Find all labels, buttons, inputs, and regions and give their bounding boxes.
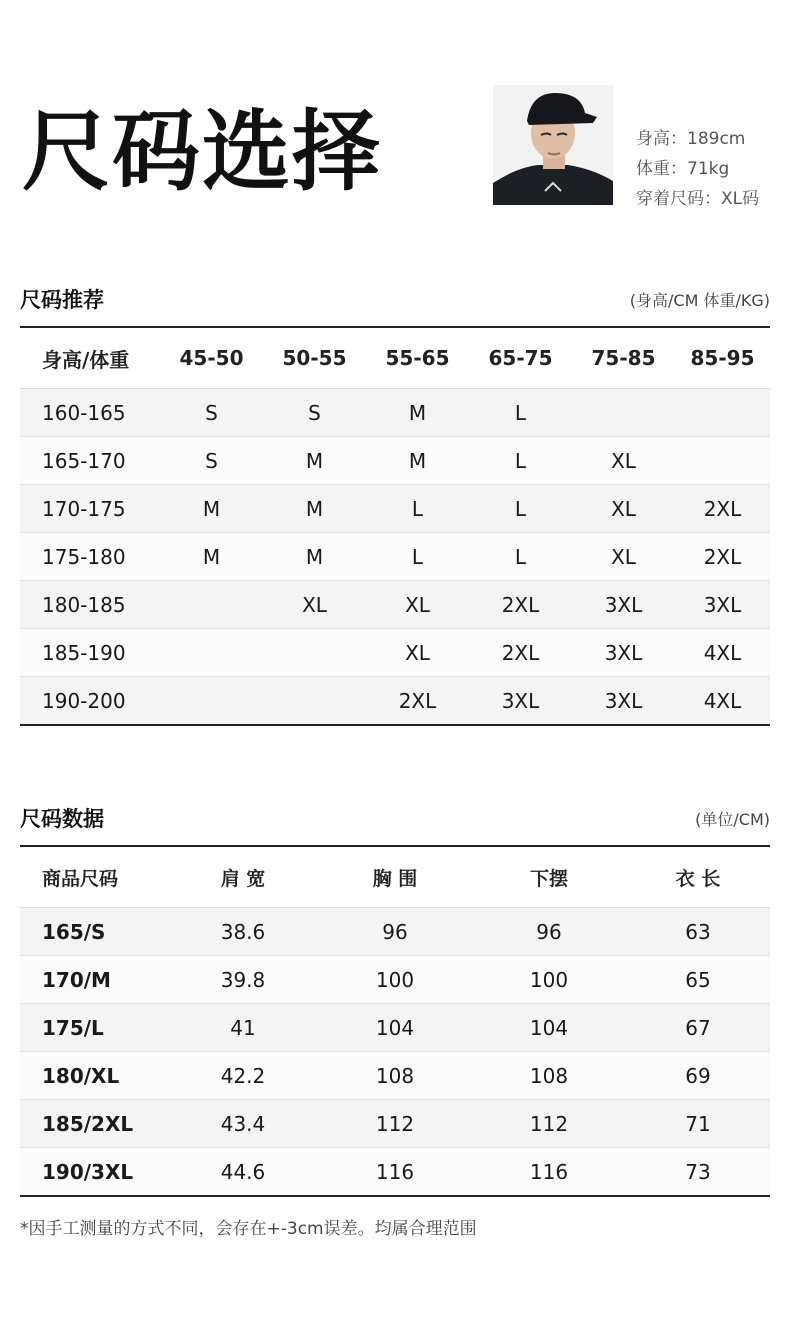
table-cell — [160, 629, 263, 677]
page-title: 尺码选择 — [22, 100, 383, 203]
table-cell: 180-185 — [20, 581, 160, 629]
table-cell: 170/M — [20, 956, 168, 1004]
table-cell: 190/3XL — [20, 1148, 168, 1197]
size-recommend-table — [20, 326, 770, 726]
table-cell: 108 — [318, 1052, 472, 1100]
column-header: 下摆 — [472, 846, 626, 908]
column-header: 45-50 — [160, 327, 263, 389]
table-cell: S — [160, 389, 263, 437]
table-cell: S — [263, 389, 366, 437]
table-cell: XL — [572, 485, 675, 533]
table-cell: 69 — [626, 1052, 770, 1100]
table-cell: 65 — [626, 956, 770, 1004]
column-header: 身高/体重 — [20, 327, 160, 389]
table-cell: 175/L — [20, 1004, 168, 1052]
table-cell: M — [263, 533, 366, 581]
column-header: 85-95 — [675, 327, 770, 389]
table-cell: 175-180 — [20, 533, 160, 581]
column-header: 胸 围 — [318, 846, 472, 908]
table-cell: M — [160, 533, 263, 581]
table-header-row — [20, 327, 770, 389]
table-cell: M — [263, 485, 366, 533]
table-cell: 165-170 — [20, 437, 160, 485]
table-cell: L — [366, 485, 469, 533]
table-row — [20, 629, 770, 677]
table-row — [20, 1100, 770, 1148]
table-cell: 43.4 — [168, 1100, 318, 1148]
table-cell: M — [263, 437, 366, 485]
table-row — [20, 677, 770, 726]
table-cell: 3XL — [572, 629, 675, 677]
measure-section-title: 尺码数据 — [20, 807, 104, 831]
table-cell: 185/2XL — [20, 1100, 168, 1148]
table-cell: 185-190 — [20, 629, 160, 677]
table-cell: M — [160, 485, 263, 533]
table-cell: 116 — [318, 1148, 472, 1197]
table-cell: L — [469, 437, 572, 485]
table-cell: 160-165 — [20, 389, 160, 437]
table-cell: 2XL — [469, 629, 572, 677]
table-row — [20, 437, 770, 485]
recommend-section-title: 尺码推荐 — [20, 288, 104, 312]
table-cell: 170-175 — [20, 485, 160, 533]
table-cell: XL — [366, 581, 469, 629]
table-cell: 4XL — [675, 677, 770, 726]
table-cell: 104 — [318, 1004, 472, 1052]
table-row — [20, 533, 770, 581]
table-cell: M — [366, 437, 469, 485]
table-cell: 2XL — [675, 485, 770, 533]
table-cell: 41 — [168, 1004, 318, 1052]
model-portrait-icon — [493, 85, 613, 205]
table-cell: 71 — [626, 1100, 770, 1148]
table-cell: L — [469, 389, 572, 437]
table-row — [20, 389, 770, 437]
table-cell: 67 — [626, 1004, 770, 1052]
table-cell: 190-200 — [20, 677, 160, 726]
table-cell: 104 — [472, 1004, 626, 1052]
table-cell: S — [160, 437, 263, 485]
model-info — [636, 124, 759, 214]
table-cell: 38.6 — [168, 908, 318, 956]
table-cell: 3XL — [675, 581, 770, 629]
table-cell — [160, 581, 263, 629]
table-cell — [675, 389, 770, 437]
column-header: 55-65 — [366, 327, 469, 389]
table-cell — [263, 677, 366, 726]
table-row — [20, 581, 770, 629]
table-cell — [263, 629, 366, 677]
table-cell: 108 — [472, 1052, 626, 1100]
table-cell — [572, 389, 675, 437]
table-cell: 100 — [318, 956, 472, 1004]
table-cell: 2XL — [469, 581, 572, 629]
table-cell: 116 — [472, 1148, 626, 1197]
column-header: 50-55 — [263, 327, 366, 389]
table-cell: L — [469, 485, 572, 533]
column-header: 衣 长 — [626, 846, 770, 908]
table-row — [20, 485, 770, 533]
table-cell: 63 — [626, 908, 770, 956]
table-cell: 44.6 — [168, 1148, 318, 1197]
table-cell: L — [469, 533, 572, 581]
table-cell: 96 — [318, 908, 472, 956]
table-cell: 165/S — [20, 908, 168, 956]
model-weight: 体重：71kg — [636, 159, 730, 179]
table-row — [20, 1004, 770, 1052]
table-cell: 112 — [318, 1100, 472, 1148]
table-cell: 180/XL — [20, 1052, 168, 1100]
model-photo — [493, 85, 613, 205]
table-cell: XL — [263, 581, 366, 629]
table-cell: XL — [572, 533, 675, 581]
model-size: 穿着尺码：XL码 — [636, 189, 760, 209]
table-row — [20, 1052, 770, 1100]
column-header: 65-75 — [469, 327, 572, 389]
model-height: 身高：189cm — [636, 129, 746, 149]
table-row — [20, 908, 770, 956]
table-cell: 39.8 — [168, 956, 318, 1004]
table-cell: XL — [366, 629, 469, 677]
table-cell: 3XL — [572, 677, 675, 726]
table-cell: 3XL — [469, 677, 572, 726]
table-cell: M — [366, 389, 469, 437]
table-cell: 100 — [472, 956, 626, 1004]
table-cell: 4XL — [675, 629, 770, 677]
table-cell: 2XL — [366, 677, 469, 726]
column-header: 75-85 — [572, 327, 675, 389]
column-header: 肩 宽 — [168, 846, 318, 908]
table-cell: 2XL — [675, 533, 770, 581]
table-cell: 73 — [626, 1148, 770, 1197]
table-cell — [675, 437, 770, 485]
table-row — [20, 956, 770, 1004]
table-cell: 112 — [472, 1100, 626, 1148]
table-cell: 3XL — [572, 581, 675, 629]
table-cell: 96 — [472, 908, 626, 956]
table-cell — [160, 677, 263, 726]
measure-unit-note: (单位/CM) — [695, 810, 770, 829]
recommend-unit-note: (身高/CM 体重/KG) — [629, 291, 770, 310]
table-row — [20, 1148, 770, 1197]
table-header-row — [20, 846, 770, 908]
table-cell: XL — [572, 437, 675, 485]
table-cell: 42.2 — [168, 1052, 318, 1100]
measurement-footnote: *因手工测量的方式不同，会存在+-3cm误差。均属合理范围 — [20, 1219, 477, 1239]
size-measure-table — [20, 845, 770, 1197]
table-cell: L — [366, 533, 469, 581]
column-header: 商品尺码 — [20, 846, 168, 908]
